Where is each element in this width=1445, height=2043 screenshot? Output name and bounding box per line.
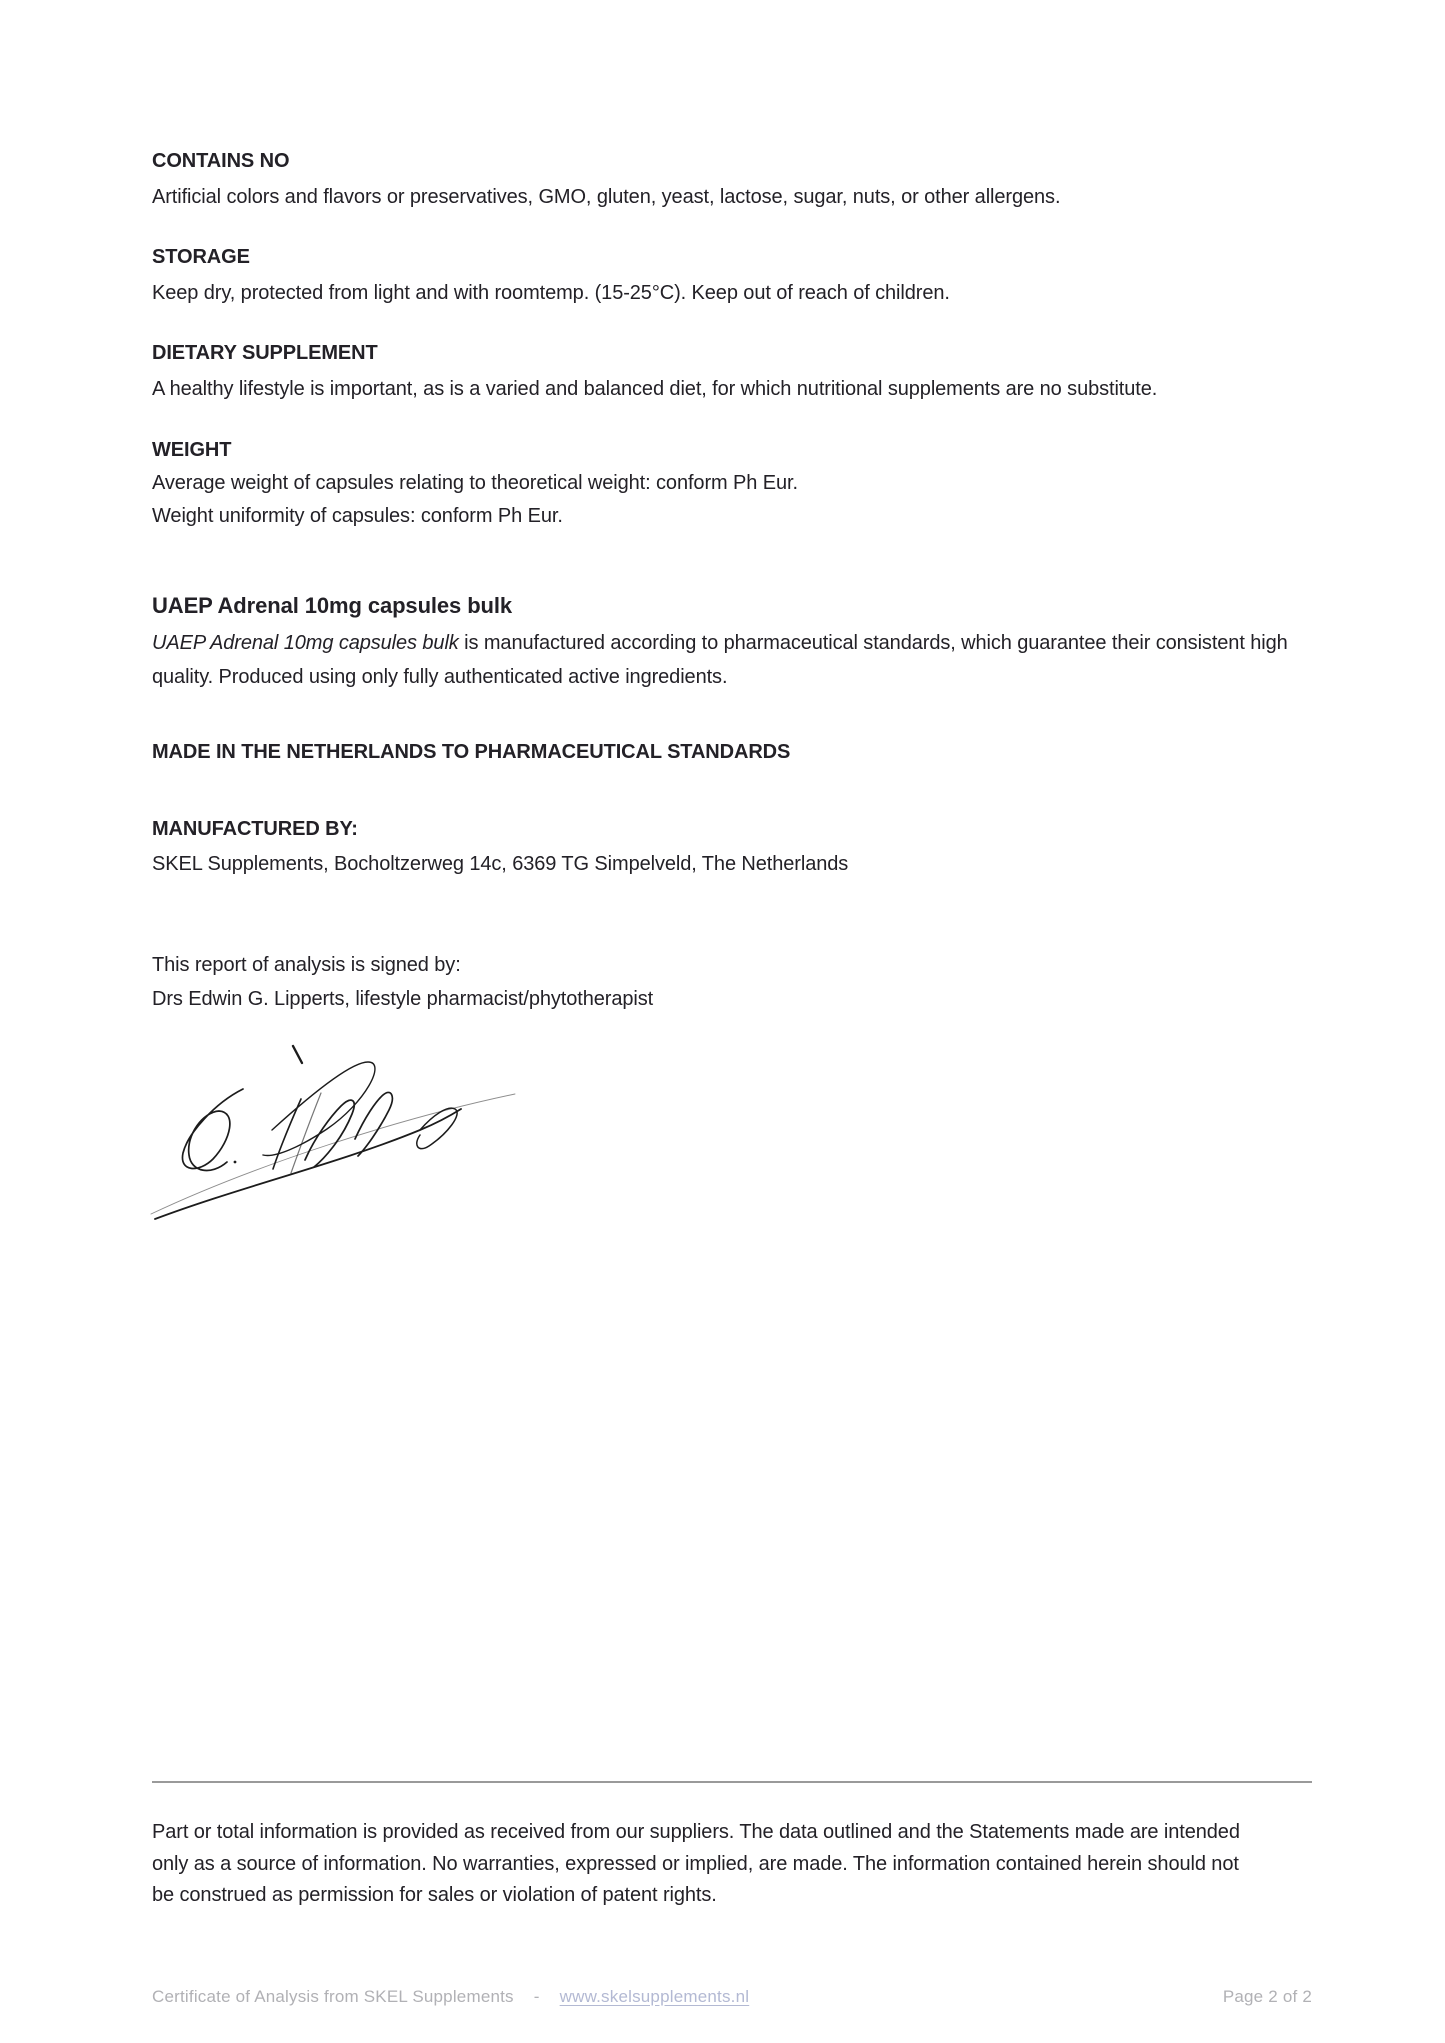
- manufacturer-heading: MANUFACTURED BY:: [152, 818, 358, 840]
- product-description-rest: is manufactured according to pharmaceutical standards, which guarantee their consistent high quality. Produced using only fully authenticated active ingredients.: [152, 632, 1288, 688]
- weight-line-average: Average weight of capsules relating to theoretical weight: conform Ph Eur.: [152, 472, 798, 494]
- signature-dot: [234, 1161, 237, 1164]
- website-link[interactable]: www.skelsupplements.nl: [559, 1987, 750, 2006]
- page-footer: [152, 1987, 1312, 2007]
- signing-intro: This report of analysis is signed by:: [152, 954, 461, 976]
- section-body-weight: [152, 467, 1315, 533]
- signature-image: [115, 1015, 545, 1250]
- product-description: [152, 626, 1315, 694]
- section-body-storage: Keep dry, protected from light and with roomtemp. (15-25°C). Keep out of reach of children.: [152, 282, 950, 304]
- section-heading-dietary-supplement: DIETARY SUPPLEMENT: [152, 342, 378, 364]
- disclaimer-line-3: be construed as permission for sales or violation of patent rights.: [152, 1884, 717, 1906]
- page-indicator: Page 2 of 2: [1222, 1987, 1312, 2006]
- disclaimer-line-1: Part or total information is provided as received from our suppliers. The data outlined and the Statements made are intended: [152, 1821, 1240, 1843]
- weight-line-uniformity: Weight uniformity of capsules: conform Ph Eur.: [152, 505, 563, 527]
- manufacturer-address: SKEL Supplements, Bocholtzerweg 14c, 6369 TG Simpelveld, The Netherlands: [152, 853, 849, 875]
- made-in-statement: MADE IN THE NETHERLANDS TO PHARMACEUTICAL STANDARDS: [152, 741, 791, 763]
- section-body-dietary-supplement: A healthy lifestyle is important, as is a varied and balanced diet, for which nutritional supplements are no substitute.: [152, 378, 1158, 400]
- disclaimer-line-2: only as a source of information. No warranties, expressed or implied, are made. The information contained herein should not: [152, 1853, 1239, 1875]
- footer-left-text: Certificate of Analysis from SKEL Supplements: [152, 1987, 514, 2006]
- footer-divider: [152, 1781, 1312, 1783]
- footer-separator: -: [533, 1987, 540, 2006]
- section-heading-storage: STORAGE: [152, 246, 250, 268]
- product-name-italic: UAEP Adrenal 10mg capsules bulk: [152, 632, 459, 654]
- product-title: UAEP Adrenal 10mg capsules bulk: [152, 593, 513, 618]
- signer-name: Drs Edwin G. Lipperts, lifestyle pharmacist/phytotherapist: [152, 988, 654, 1010]
- section-body-contains-no: Artificial colors and flavors or preservatives, GMO, gluten, yeast, lactose, sugar, nuts, or other allergens.: [152, 186, 1061, 208]
- section-heading-contains-no: CONTAINS NO: [152, 150, 290, 172]
- section-heading-weight: WEIGHT: [152, 439, 232, 461]
